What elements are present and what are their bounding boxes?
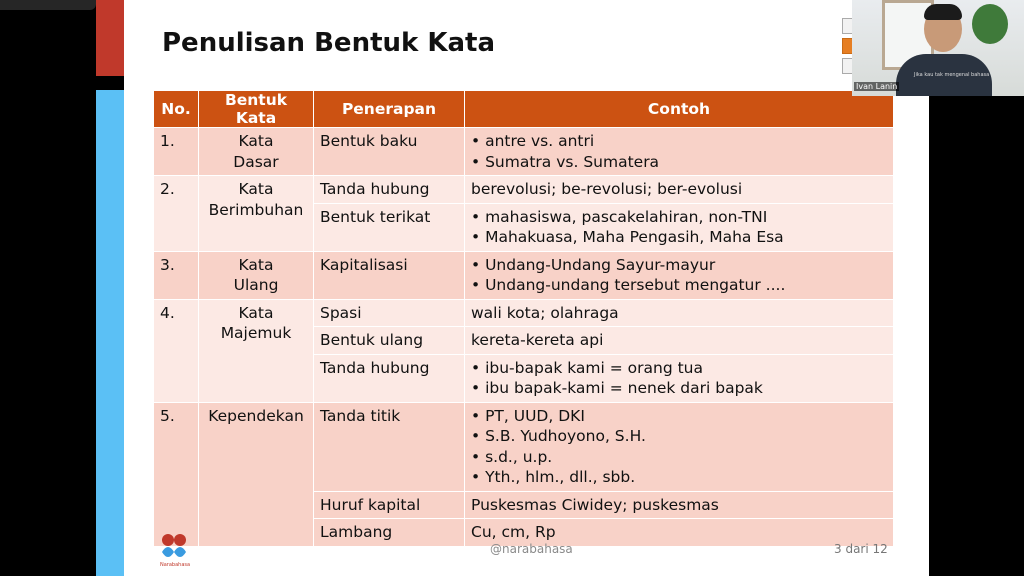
cell-no: 3. — [154, 251, 199, 299]
example-item: • antre vs. antri — [471, 131, 887, 152]
table-row — [154, 402, 894, 491]
example-item: • Sumatra vs. Sumatera — [471, 152, 887, 173]
example-item: • Undang-undang tersebut mengatur .... — [471, 275, 887, 296]
participant-video-tile[interactable] — [852, 0, 1024, 96]
cell-bentuk-kata — [199, 402, 314, 546]
cell-no: 2. — [154, 176, 199, 252]
page-number: 3 dari 12 — [834, 542, 888, 556]
cell-bentuk-kata — [199, 251, 314, 299]
example-item: • PT, UUD, DKI — [471, 406, 887, 427]
example-item: • s.d., u.p. — [471, 447, 887, 468]
top-toolbar-strip — [0, 0, 96, 10]
bentuk-line: Kata — [238, 303, 274, 322]
logo-text: Narabahasa — [160, 562, 190, 568]
accent-bar-blue — [96, 90, 124, 576]
slide-title: Penulisan Bentuk Kata — [162, 28, 496, 58]
bentuk-line: Berimbuhan — [208, 200, 304, 219]
bentuk-kata-table — [153, 90, 894, 547]
left-black-area — [0, 0, 96, 576]
right-black-area — [929, 96, 1024, 576]
bentuk-line: Kata — [238, 132, 274, 150]
example-item: • ibu bapak-kami = nenek dari bapak — [471, 378, 887, 399]
cell-contoh: kereta-kereta api — [465, 327, 894, 355]
cell-bentuk-kata — [199, 128, 314, 176]
example-item: • mahasiswa, pascakelahiran, non-TNI — [471, 207, 887, 228]
cell-contoh: Puskesmas Ciwidey; puskesmas — [465, 491, 894, 519]
cell-penerapan: Spasi — [314, 299, 465, 327]
cell-no: 4. — [154, 299, 199, 402]
cell-bentuk-kata — [199, 299, 314, 402]
bentuk-line: Kata — [238, 255, 274, 274]
plant-background — [972, 4, 1008, 44]
header-no: No. — [154, 91, 199, 128]
bentuk-line: Majemuk — [220, 324, 292, 342]
header-bentuk-kata: Bentuk Kata — [199, 91, 314, 128]
cell-no: 1. — [154, 128, 199, 176]
header-contoh: Contoh — [465, 91, 894, 128]
cell-contoh: Cu, cm, Rp — [465, 519, 894, 547]
bentuk-line: Kata — [238, 180, 274, 198]
cell-contoh — [465, 203, 894, 251]
cell-contoh — [465, 402, 894, 491]
cell-penerapan: Tanda titik — [314, 402, 465, 491]
cell-penerapan: Bentuk ulang — [314, 327, 465, 355]
cell-contoh: wali kota; olahraga — [465, 299, 894, 327]
example-item: • Mahakuasa, Maha Pengasih, Maha Esa — [471, 227, 887, 248]
example-item: • ibu-bapak kami = orang tua — [471, 358, 887, 379]
example-item: • S.B. Yudhoyono, S.H. — [471, 426, 887, 447]
header-penerapan: Penerapan — [314, 91, 465, 128]
participant-name: Ivan Lanin — [856, 82, 898, 91]
cell-penerapan: Tanda hubung — [314, 354, 465, 402]
table-row — [154, 251, 894, 299]
bentuk-line: Kependekan — [208, 406, 304, 425]
shirt-text: Jika kau tak mengenal bahasa — [914, 72, 990, 78]
table-row — [154, 128, 894, 176]
cell-penerapan: Lambang — [314, 519, 465, 547]
cell-bentuk-kata — [199, 176, 314, 252]
table-header-row — [154, 91, 894, 128]
cell-contoh — [465, 128, 894, 176]
cell-penerapan: Bentuk baku — [314, 128, 465, 176]
table-row — [154, 176, 894, 204]
cell-penerapan: Huruf kapital — [314, 491, 465, 519]
cell-penerapan: Bentuk terikat — [314, 203, 465, 251]
bentuk-line: Dasar — [233, 152, 279, 171]
slide-handle: @narabahasa — [490, 542, 573, 556]
bentuk-line: Ulang — [233, 276, 279, 294]
cell-penerapan: Tanda hubung — [314, 176, 465, 204]
cell-contoh — [465, 354, 894, 402]
cell-contoh — [465, 251, 894, 299]
cell-penerapan: Kapitalisasi — [314, 251, 465, 299]
example-item: • Undang-Undang Sayur-mayur — [471, 255, 887, 276]
table-row — [154, 299, 894, 327]
cell-contoh: berevolusi; be-revolusi; ber-evolusi — [465, 176, 894, 204]
narabahasa-logo-icon — [158, 532, 190, 568]
cell-no: 5. — [154, 402, 199, 546]
example-item: • Yth., hlm., dll., sbb. — [471, 467, 887, 488]
accent-bar-red — [96, 0, 124, 76]
person-hair — [924, 4, 962, 20]
